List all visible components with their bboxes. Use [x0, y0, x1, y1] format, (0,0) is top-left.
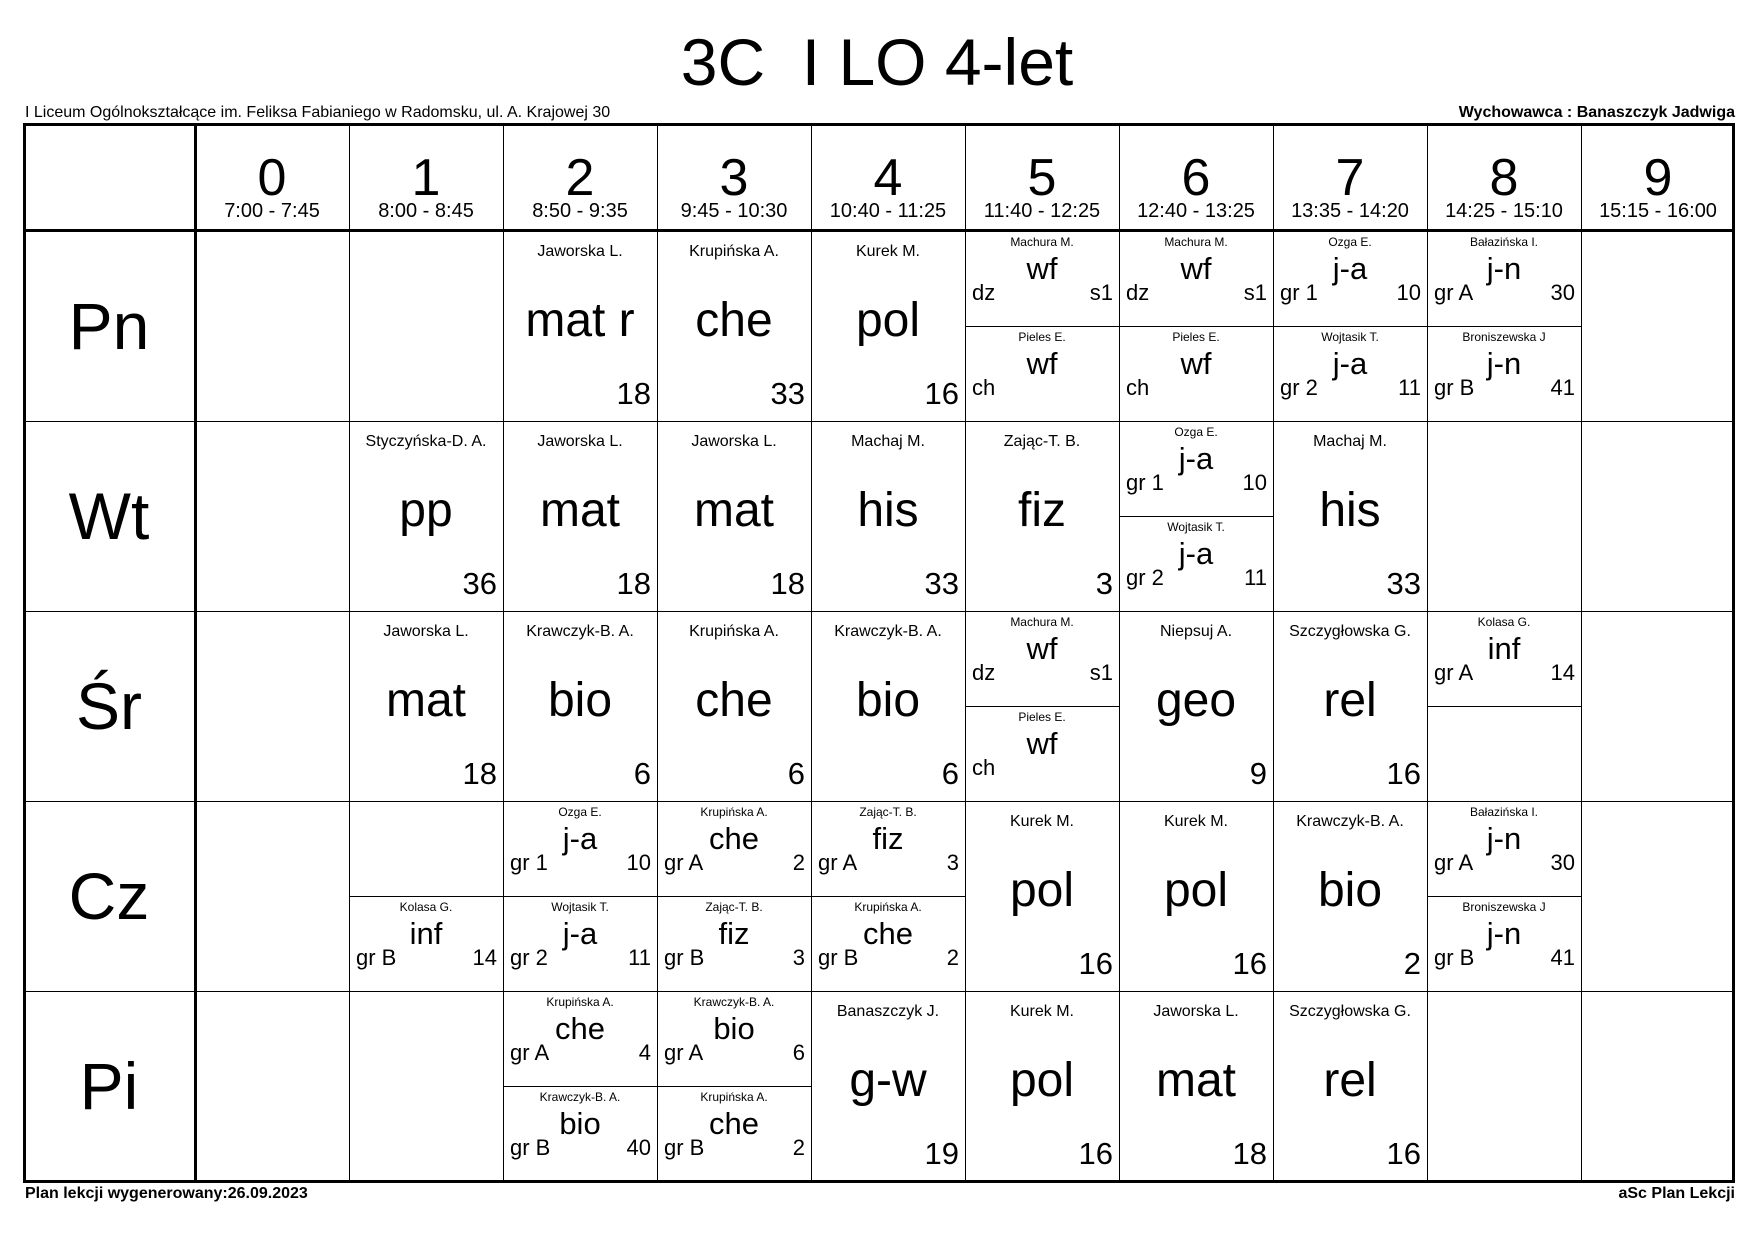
teacher-name: Machaj M. [851, 433, 925, 450]
room-number: 19 [924, 1136, 959, 1171]
period-number: 7 [1335, 149, 1365, 207]
group-name: dz [972, 280, 996, 305]
subject-name: che [709, 1106, 759, 1141]
lesson-cell[interactable] [1273, 231, 1427, 326]
room-number: 33 [770, 376, 805, 411]
period-time: 14:25 - 15:10 [1445, 200, 1563, 222]
group-name: gr 2 [510, 945, 548, 970]
lesson-cell[interactable] [657, 801, 811, 896]
teacher-name: Pieles E. [1018, 710, 1066, 724]
subject-name: wf [1026, 251, 1058, 286]
teacher-name: Krawczyk-B. A. [693, 995, 775, 1009]
lesson-cell[interactable] [657, 611, 811, 801]
subject-name: mat [385, 674, 466, 727]
lesson-cell[interactable] [965, 801, 1119, 991]
subject-name: mat [1155, 1054, 1236, 1107]
room-number: 18 [1232, 1136, 1267, 1171]
lesson-cell[interactable] [1119, 421, 1273, 516]
room-number: 18 [770, 566, 805, 601]
room-number: 6 [792, 1040, 805, 1065]
subject-name: j-n [1486, 251, 1522, 286]
room-number: 36 [462, 566, 497, 601]
lesson-cell[interactable] [965, 421, 1119, 611]
teacher-name: Krupińska A. [700, 805, 768, 819]
room-number: 2 [1403, 946, 1421, 981]
teacher-name: Zając-T. B. [1003, 433, 1081, 450]
teacher-name: Bałazińska I. [1469, 805, 1539, 819]
lesson-cell[interactable] [503, 1086, 657, 1181]
lesson-cell[interactable] [965, 326, 1119, 421]
lesson-cell[interactable] [811, 801, 965, 896]
room-number: 10 [626, 850, 651, 875]
lesson-cell[interactable] [503, 991, 657, 1086]
lesson-cell[interactable] [965, 231, 1119, 326]
room-number: 30 [1550, 280, 1575, 305]
period-time: 15:15 - 16:00 [1599, 200, 1717, 222]
room-number: 9 [1249, 756, 1267, 791]
group-name: gr 2 [1126, 565, 1164, 590]
day-label: Pi [79, 1049, 139, 1123]
subject-name: j-n [1486, 916, 1522, 951]
subject-name: pol [1009, 864, 1075, 917]
lesson-cell[interactable] [1273, 991, 1427, 1181]
teacher-name: Wojtasik T. [1321, 330, 1379, 344]
lesson-cell[interactable] [1427, 326, 1581, 421]
lesson-cell[interactable] [503, 611, 657, 801]
subject-name: wf [1180, 251, 1212, 286]
lesson-cell[interactable] [1119, 801, 1273, 991]
lesson-cell[interactable] [811, 896, 965, 991]
period-number: 4 [873, 149, 903, 207]
room-number: 11 [1398, 375, 1421, 400]
period-time: 12:40 - 13:25 [1137, 200, 1255, 222]
teacher-name: Banaszczyk J. [836, 1003, 940, 1020]
period-time: 8:50 - 9:35 [532, 200, 628, 222]
subject-name: j-a [1332, 346, 1368, 381]
lesson-cell[interactable] [1427, 231, 1581, 326]
period-number: 3 [719, 149, 749, 207]
group-name: gr A [1434, 850, 1474, 875]
period-number: 9 [1643, 149, 1673, 207]
teacher-name: Krawczyk-B. A. [1296, 813, 1404, 830]
lesson-cell[interactable] [503, 896, 657, 991]
lesson-cell[interactable] [965, 991, 1119, 1181]
room-number: s1 [1089, 280, 1113, 305]
lesson-cell[interactable] [349, 611, 503, 801]
school-name: I Liceum Ogólnokształcące im. Feliksa Fabianiego w Radomsku, ul. A. Krajowej 30 [25, 104, 611, 121]
teacher-name: Broniszewska J [1462, 330, 1546, 344]
subject-name: fiz [1018, 484, 1066, 537]
lesson-cell[interactable] [811, 611, 965, 801]
group-name: dz [1126, 280, 1150, 305]
subject-name: geo [1155, 674, 1237, 727]
teacher-name: Krupińska A. [700, 1090, 768, 1104]
column-divider [1581, 123, 1582, 1181]
room-number: s1 [1089, 660, 1113, 685]
lesson-cell[interactable] [657, 231, 811, 421]
lesson-cell[interactable] [1119, 611, 1273, 801]
teacher-name: Jaworska L. [537, 433, 623, 450]
room-number: 11 [628, 945, 651, 970]
lesson-cell[interactable] [811, 991, 965, 1181]
subject-name: rel [1323, 674, 1377, 727]
room-number: 14 [1550, 660, 1575, 685]
period-time: 8:00 - 8:45 [378, 200, 474, 222]
teacher-name: Jaworska L. [1153, 1003, 1239, 1020]
lesson-cell[interactable] [811, 231, 965, 421]
lesson-cell[interactable] [1119, 991, 1273, 1181]
teacher-name: Zając-T. B. [705, 900, 763, 914]
room-number: 16 [924, 376, 959, 411]
teacher-name: Kurek M. [1009, 1003, 1074, 1020]
teacher-name: Machaj M. [1313, 433, 1387, 450]
teacher-name: Krupińska A. [854, 900, 922, 914]
period-time: 11:40 - 12:25 [983, 200, 1101, 222]
room-number: 16 [1078, 946, 1113, 981]
teacher-name: Kolasa G. [399, 900, 453, 914]
page-title: 3C I LO 4-let [680, 25, 1074, 99]
group-name: gr B [1434, 945, 1475, 970]
room-number: 2 [792, 850, 805, 875]
lesson-cell[interactable] [1273, 326, 1427, 421]
room-number: 18 [462, 756, 497, 791]
teacher-name: Krawczyk-B. A. [539, 1090, 621, 1104]
subject-name: pol [855, 294, 921, 347]
room-number: 4 [638, 1040, 651, 1065]
teacher-name: Broniszewska J [1462, 900, 1546, 914]
teacher-name: Kurek M. [1009, 813, 1074, 830]
subject-name: inf [409, 916, 443, 951]
lesson-cell[interactable] [1427, 611, 1581, 706]
group-name: ch [1126, 375, 1150, 400]
period-time: 7:00 - 7:45 [224, 200, 320, 222]
subject-name: fiz [872, 821, 904, 856]
lesson-cell[interactable] [1119, 231, 1273, 326]
teacher-name: Ozga E. [1174, 425, 1218, 439]
class-tutor: Wychowawca : Banaszczyk Jadwiga [1458, 104, 1735, 121]
teacher-name: Styczyńska-D. A. [365, 433, 487, 450]
group-name: gr A [510, 1040, 550, 1065]
group-name: gr B [664, 945, 705, 970]
subject-name: bio [855, 674, 921, 727]
group-name: gr B [356, 945, 397, 970]
day-label: Wt [68, 479, 150, 553]
teacher-name: Ozga E. [558, 805, 602, 819]
teacher-name: Krawczyk-B. A. [526, 623, 634, 640]
subject-name: wf [1026, 631, 1058, 666]
period-time: 10:40 - 11:25 [829, 200, 947, 222]
room-number: 16 [1078, 1136, 1113, 1171]
teacher-name: Machura M. [1164, 235, 1228, 249]
teacher-name: Pieles E. [1018, 330, 1066, 344]
room-number: 18 [616, 566, 651, 601]
teacher-name: Jaworska L. [691, 433, 777, 450]
teacher-name: Wojtasik T. [1167, 520, 1225, 534]
room-number: 3 [1095, 566, 1113, 601]
group-name: gr B [1434, 375, 1475, 400]
teacher-name: Szczygłowska G. [1289, 623, 1411, 640]
room-number: 16 [1386, 1136, 1421, 1171]
lesson-cell[interactable] [1273, 801, 1427, 991]
room-number: s1 [1243, 280, 1267, 305]
room-number: 10 [1396, 280, 1421, 305]
subject-name: che [863, 916, 913, 951]
teacher-name: Jaworska L. [537, 243, 623, 260]
teacher-name: Niepsuj A. [1159, 623, 1233, 640]
room-number: 6 [941, 756, 959, 791]
lesson-cell[interactable] [657, 1086, 811, 1181]
lesson-cell[interactable] [1273, 611, 1427, 801]
lesson-cell[interactable] [1119, 516, 1273, 611]
room-number: 33 [1386, 566, 1421, 601]
group-name: gr B [664, 1135, 705, 1160]
teacher-name: Ozga E. [1328, 235, 1372, 249]
lesson-cell[interactable] [503, 421, 657, 611]
subject-name: mat [693, 484, 774, 537]
teacher-name: Zając-T. B. [859, 805, 917, 819]
teacher-name: Krupińska A. [689, 623, 779, 640]
software-credit: aSc Plan Lekcji [1618, 1185, 1735, 1202]
lesson-cell[interactable] [811, 421, 965, 611]
group-name: gr A [818, 850, 858, 875]
subject-name: j-a [1178, 536, 1214, 571]
group-name: ch [972, 755, 996, 780]
subject-name: pp [399, 484, 453, 537]
subject-name: his [1319, 484, 1381, 537]
room-number: 6 [787, 756, 805, 791]
period-number: 6 [1181, 149, 1211, 207]
subject-name: wf [1180, 346, 1212, 381]
group-name: gr A [1434, 280, 1474, 305]
teacher-name: Kolasa G. [1477, 615, 1531, 629]
room-number: 6 [633, 756, 651, 791]
lesson-cell[interactable] [349, 421, 503, 611]
subject-name: pol [1163, 864, 1229, 917]
lesson-cell[interactable] [657, 991, 811, 1086]
group-divider [1427, 706, 1581, 707]
lesson-cell[interactable] [965, 706, 1119, 801]
generated-date: Plan lekcji wygenerowany:26.09.2023 [25, 1185, 308, 1202]
subject-name: mat [539, 484, 620, 537]
lesson-cell[interactable] [1427, 801, 1581, 896]
subject-name: wf [1026, 346, 1058, 381]
group-name: gr A [1434, 660, 1474, 685]
group-name: ch [972, 375, 996, 400]
teacher-name: Bałazińska I. [1469, 235, 1539, 249]
room-number: 3 [792, 945, 805, 970]
group-name: gr 1 [1126, 470, 1164, 495]
room-number: 41 [1550, 945, 1575, 970]
lesson-cell[interactable] [657, 421, 811, 611]
subject-name: his [857, 484, 919, 537]
room-number: 2 [946, 945, 959, 970]
teacher-name: Krupińska A. [689, 243, 779, 260]
teacher-name: Jaworska L. [383, 623, 469, 640]
teacher-name: Krupińska A. [546, 995, 614, 1009]
room-number: 30 [1550, 850, 1575, 875]
lesson-cell[interactable] [1273, 421, 1427, 611]
teacher-name: Pieles E. [1172, 330, 1220, 344]
subject-name: pol [1009, 1054, 1075, 1107]
column-divider [194, 123, 197, 1181]
room-number: 10 [1242, 470, 1267, 495]
group-name: gr 1 [510, 850, 548, 875]
day-label: Śr [76, 669, 142, 743]
group-name: gr B [818, 945, 859, 970]
room-number: 16 [1386, 756, 1421, 791]
subject-name: j-a [562, 821, 598, 856]
room-number: 11 [1244, 565, 1267, 590]
subject-name: che [709, 821, 759, 856]
group-name: gr 1 [1280, 280, 1318, 305]
period-time: 9:45 - 10:30 [680, 200, 788, 222]
subject-name: mat r [525, 294, 635, 347]
subject-name: j-a [1332, 251, 1368, 286]
subject-name: j-a [562, 916, 598, 951]
lesson-cell[interactable] [349, 896, 503, 991]
room-number: 18 [616, 376, 651, 411]
subject-name: che [695, 674, 773, 727]
room-number: 41 [1550, 375, 1575, 400]
subject-name: bio [559, 1106, 601, 1141]
room-number: 40 [626, 1135, 651, 1160]
subject-name: inf [1487, 631, 1521, 666]
group-name: dz [972, 660, 996, 685]
subject-name: g-w [849, 1054, 927, 1107]
teacher-name: Machura M. [1010, 615, 1074, 629]
period-number: 1 [411, 149, 441, 207]
teacher-name: Szczygłowska G. [1289, 1003, 1411, 1020]
teacher-name: Machura M. [1010, 235, 1074, 249]
subject-name: j-n [1486, 821, 1522, 856]
lesson-cell[interactable] [1427, 896, 1581, 991]
subject-name: bio [547, 674, 613, 727]
subject-name: bio [713, 1011, 755, 1046]
lesson-cell[interactable] [965, 611, 1119, 706]
room-number: 2 [792, 1135, 805, 1160]
subject-name: bio [1317, 864, 1383, 917]
subject-name: j-a [1178, 441, 1214, 476]
room-number: 33 [924, 566, 959, 601]
lesson-cell[interactable] [657, 896, 811, 991]
lesson-cell[interactable] [1119, 326, 1273, 421]
subject-name: che [695, 294, 773, 347]
group-name: gr A [664, 1040, 704, 1065]
group-name: gr A [664, 850, 704, 875]
day-label: Cz [68, 859, 150, 933]
subject-name: j-n [1486, 346, 1522, 381]
room-number: 14 [472, 945, 497, 970]
lesson-cell[interactable] [503, 801, 657, 896]
subject-name: rel [1323, 1054, 1377, 1107]
period-number: 8 [1489, 149, 1519, 207]
teacher-name: Kurek M. [1163, 813, 1228, 830]
day-label: Pn [68, 289, 150, 363]
subject-name: fiz [718, 916, 750, 951]
subject-name: wf [1026, 726, 1058, 761]
subject-name: che [555, 1011, 605, 1046]
period-time: 13:35 - 14:20 [1291, 200, 1409, 222]
period-number: 0 [257, 149, 287, 207]
room-number: 16 [1232, 946, 1267, 981]
teacher-name: Krawczyk-B. A. [834, 623, 942, 640]
teacher-name: Kurek M. [855, 243, 920, 260]
group-name: gr B [510, 1135, 551, 1160]
period-number: 2 [565, 149, 595, 207]
lesson-cell[interactable] [503, 231, 657, 421]
period-number: 5 [1027, 149, 1057, 207]
room-number: 3 [946, 850, 959, 875]
teacher-name: Wojtasik T. [551, 900, 609, 914]
group-name: gr 2 [1280, 375, 1318, 400]
